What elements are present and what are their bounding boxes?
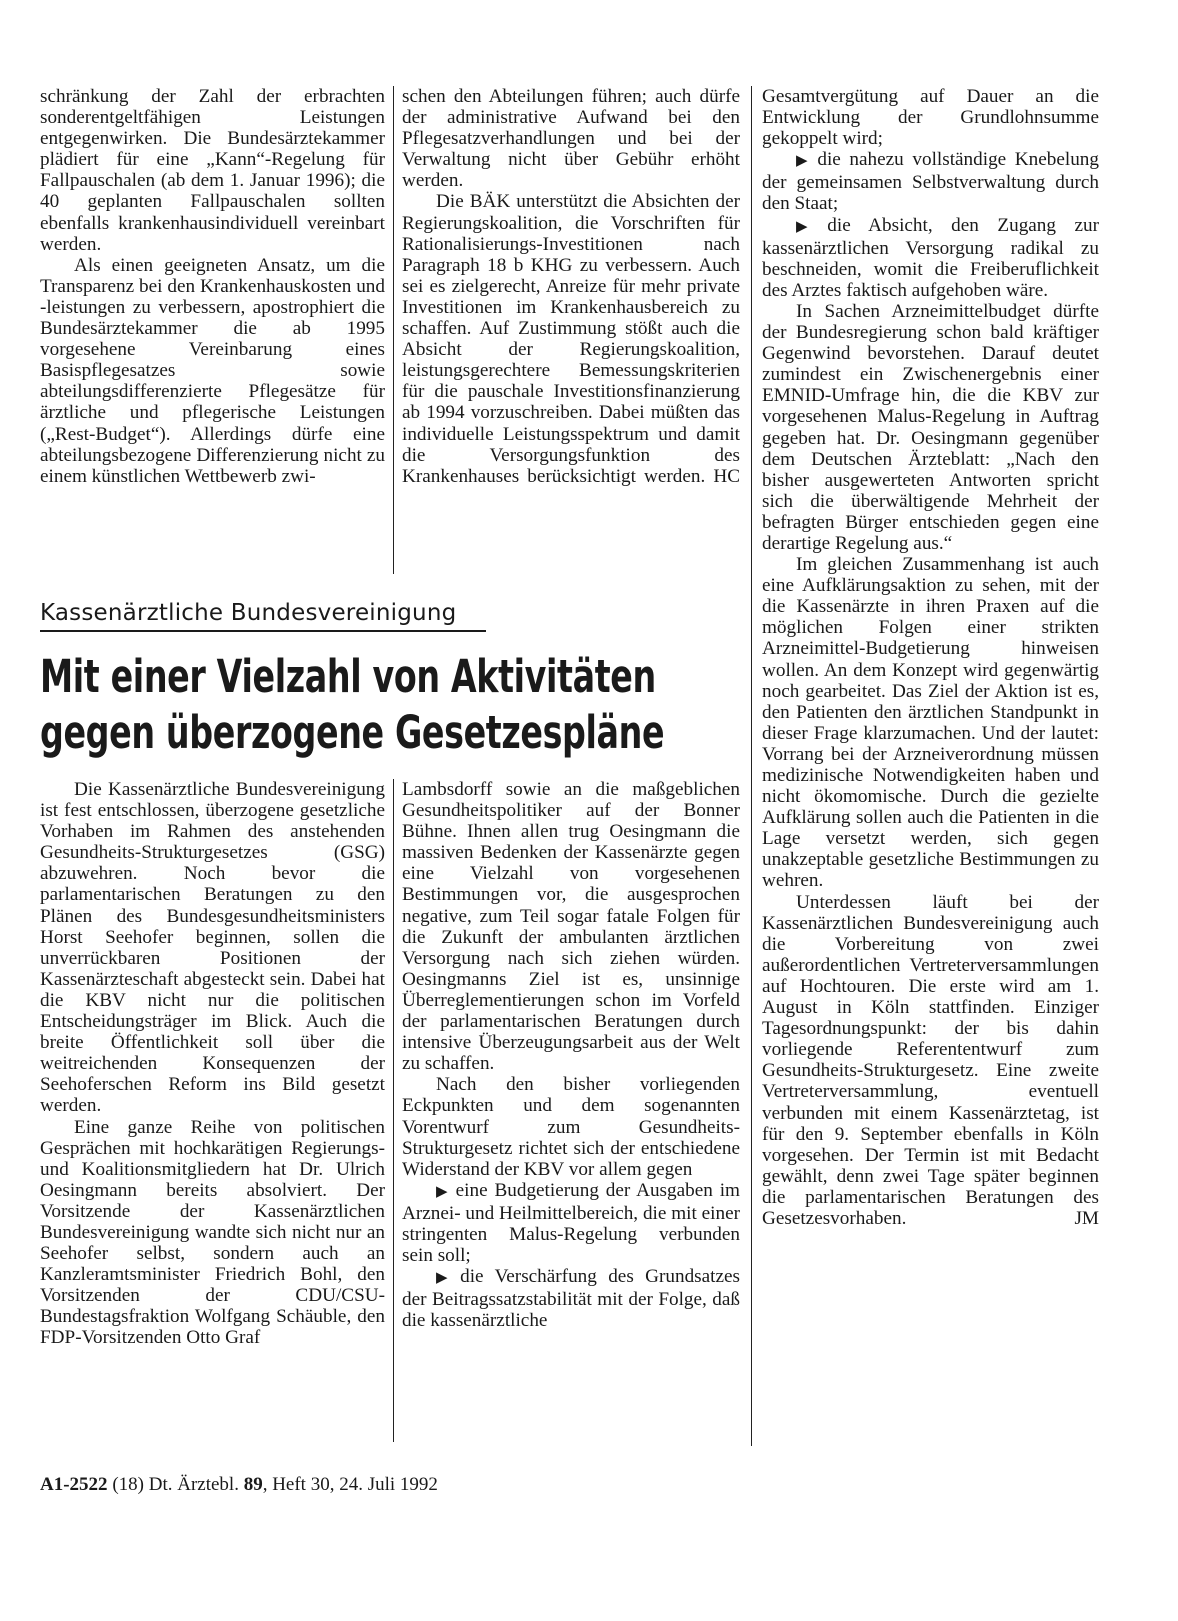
paragraph: Nach den bisher vorliegenden Eckpunkten und dem sogenannten Vorentwurf zum Gesundheits-Strukturgesetz richtet sich der entschiedene Widerstand der KBV vor allem gegen [402, 1074, 740, 1180]
paragraph: schen den Abteilungen führen; auch dürfe der administrative Aufwand bei den Pflegesatzverhandlungen und bei der Verwaltung nicht über Gebühr erhöht werden. [402, 86, 740, 192]
journal-reference: (18) Dt. Ärztebl. [112, 1474, 239, 1495]
right-column [762, 86, 1099, 1229]
page-footer [40, 1474, 438, 1496]
bullet-arrow-icon: ▶ [796, 153, 812, 170]
paragraph: Die BÄK unterstützt die Absichten der Regierungskoalition, die Vorschriften für Rationalisierungs-Investitionen nach Paragraph 18 b KHG zu verbessern. Auch sei es zielgerecht, Anreize für mehr private Investitionen im Krankenhausbereich zu schaffen. Auf Zustimmung stößt auch die Absicht der Regierungskoalition, leistungsgerechtere Bemessungskriterien für die pauschale Investitionsfinanzierung ab 1994 vorzuschreiben. Dabei müßten das individuelle Leistungsspektrum und damit die Versorgungsfunktion des Krankenhauses berücksichtigt werden. HC [402, 191, 740, 487]
paragraph: Lambsdorff sowie an die maßgeblichen Gesundheitspolitiker auf der Bonner Bühne. Ihnen allen trug Oesingmann die massiven Bedenken der Kassenärzte gegen eine Vielzahl von vorgesehenen Bestimmungen vor, die ausgesprochen negative, zum Teil sogar fatale Folgen für die Zukunft der ambulanten ärztlichen Versorgung nach sich ziehen würden. Oesingmanns Ziel ist es, unsinnige Überreglementierungen schon im Vorfeld der parlamentarischen Beratungen durch intensive Überzeugungsarbeit aus der Welt zu schaffen. [402, 779, 740, 1075]
top-column-1 [40, 86, 385, 487]
page-number: A1-2522 [40, 1474, 108, 1495]
headline-line-1: Mit einer Vielzahl von Aktivitäten [40, 650, 656, 703]
paragraph: Als einen geeigneten Ansatz, um die Transparenz bei den Krankenhauskosten und -leistungen zu verbessern, apostrophiert die Bundesärztekammer die ab 1995 vorgesehene Vereinbarung eines Basispflegesatzes sowie abteilungsdifferenzierte Pflegesätze für ärztliche und pflegerische Leistungen („Rest-Budget“). Allerdings dürfe eine abteilungsbezogene Differenzierung nicht zu einem künstlichen Wettbewerb zwi- [40, 254, 385, 487]
column-divider [393, 86, 394, 574]
bullet-item [402, 1180, 740, 1266]
paragraph: In Sachen Arzneimittelbudget dürfte der Bundesregierung schon bald kräftiger Gegenwind bevorstehen. Darauf deutet zumindest ein Zwischenergebnis einer EMNID-Umfrage hin, die die KBV zur vorgesehenen Malus-Regelung in Auftrag gegeben hat. Dr. Oesingmann gegenüber dem Deutschen Ärzteblatt: „Nach den bisher ausgewerteten Antworten spricht sich die überwältigende Mehrheit der befragten Bürger entschieden gegen eine derartige Regelung aus.“ [762, 300, 1099, 554]
issue-date: , Heft 30, 24. Juli 1992 [262, 1474, 438, 1495]
bullet-text: die Absicht, den Zugang zur kassenärztlichen Versorgung radikal zu beschneiden, womit die Freiberuflichkeit des Arztes faktisch aufgehoben wäre. [762, 214, 1099, 301]
headline-line-2: gegen überzogene Gesetzespläne [40, 706, 665, 759]
paragraph: Eine ganze Reihe von politischen Gesprächen mit hochkarätigen Regierungs- und Koalitionsmitgliedern hat Dr. Ulrich Oesingmann bereits absolviert. Der Vorsitzende der Kassenärztlichen Bundesvereinigung wandte sich nicht nur an Seehofer selbst, sondern auch an Kanzleramtsminister Friedrich Bohl, den Vorsitzenden der CDU/CSU-Bundestagsfraktion Wolfgang Schäuble, den FDP-Vorsitzenden Otto Graf [40, 1116, 385, 1349]
column-divider [751, 86, 752, 1446]
volume-number: 89 [243, 1474, 263, 1495]
article-headline [40, 649, 721, 761]
bullet-arrow-icon: ▶ [436, 1183, 450, 1200]
paragraph: Im gleichen Zusammenhang ist auch eine Aufklärungsaktion zu sehen, mit der die Kassenärzte in ihren Praxen auf die möglichen Folgen einer strikten Arzneimittel-Budgetierung hinweisen wollen. An dem Konzept wird gegenwärtig noch gearbeitet. Das Ziel der Aktion ist es, den Patienten den ärztlichen Standpunkt in dieser Frage klarzumachen. Und der lautet: Vorrang bei der Arzneiverordnung müssen medizinische Notwendigkeiten haben und nicht ökomomische. Durch die gezielte Aufklärung sollen auch die Patienten in die Lage versetzt werden, sich gegen unakzeptable gesetzliche Bestimmungen zu wehren. [762, 554, 1099, 892]
bullet-item [762, 215, 1099, 301]
paragraph: Die Kassenärztliche Bundesvereinigung ist fest entschlossen, überzogene gesetzliche Vorhaben im Rahmen des anstehenden Gesundheits-Strukturgesetzes (GSG) abzuwehren. Noch bevor die parlamentarischen Beratungen zu den Plänen des Bundesgesundheitsministers Horst Seehofer beginnen, sollen die unverrückbaren Positionen der Kassenärzteschaft abgesteckt sein. Dabei hat die KBV nicht nur die politischen Entscheidungsträger im Blick. Auch die breite Öffentlichkeit soll über die weitreichenden Konsequenzen der Seehoferschen Reform ins Bild gesetzt werden. [40, 779, 385, 1117]
bullet-text: die nahezu vollständige Knebelung der gemeinsamen Selbstverwaltung durch den Staat; [762, 149, 1099, 215]
lower-column-1 [40, 779, 385, 1349]
bullet-text: die Verschärfung des Grundsatzes der Beitragssatzstabilität mit der Folge, daß die kassenärztliche [402, 1266, 740, 1332]
bullet-arrow-icon: ▶ [796, 218, 822, 235]
bullet-item [402, 1266, 740, 1331]
top-column-2 [402, 86, 740, 487]
column-divider [393, 779, 394, 1442]
bullet-arrow-icon: ▶ [436, 1270, 455, 1287]
bullet-text: eine Budgetierung der Ausgaben im Arznei- und Heilmittelbereich, die mit einer stringenten Malus-Regelung verbunden sein soll; [402, 1179, 740, 1267]
section-label: Kassenärztliche Bundesvereinigung [40, 600, 457, 626]
paragraph: Unterdessen läuft bei der Kassenärztlichen Bundesvereinigung auch die Vorbereitung von zwei außerordentlichen Vertreterversammlungen auf Hochtouren. Die erste wird am 1. August in Köln stattfinden. Einziger Tagesordnungspunkt: der bis dahin vorliegende Referententwurf zum Gesundheits-Strukturgesetz. Eine zweite Vertreterversammlung, eventuell verbunden mit einem Kassenärztetag, ist für den 9. September ebenfalls in Köln vorgesehen. Der Termin ist mit Bedacht gewählt, denn zwei Tage später beginnen die parlamentarischen Beratungen des Gesetzesvorhaben. JM [762, 891, 1099, 1229]
paragraph: Gesamtvergütung auf Dauer an die Entwicklung der Grundlohnsumme gekoppelt wird; [762, 86, 1099, 150]
bullet-item [762, 149, 1099, 214]
lower-column-2 [402, 779, 740, 1331]
paragraph: schränkung der Zahl der erbrachten sonderentgeltfähigen Leistungen entgegenwirken. Die Bundesärztekammer plädiert für eine „Kann“-Regelung für Fallpauschalen (ab dem 1. Januar 1996); die 40 geplanten Fallpauschalen sollten ebenfalls krankenhausindividuell vereinbart werden. [40, 86, 385, 255]
section-underline [40, 630, 486, 632]
